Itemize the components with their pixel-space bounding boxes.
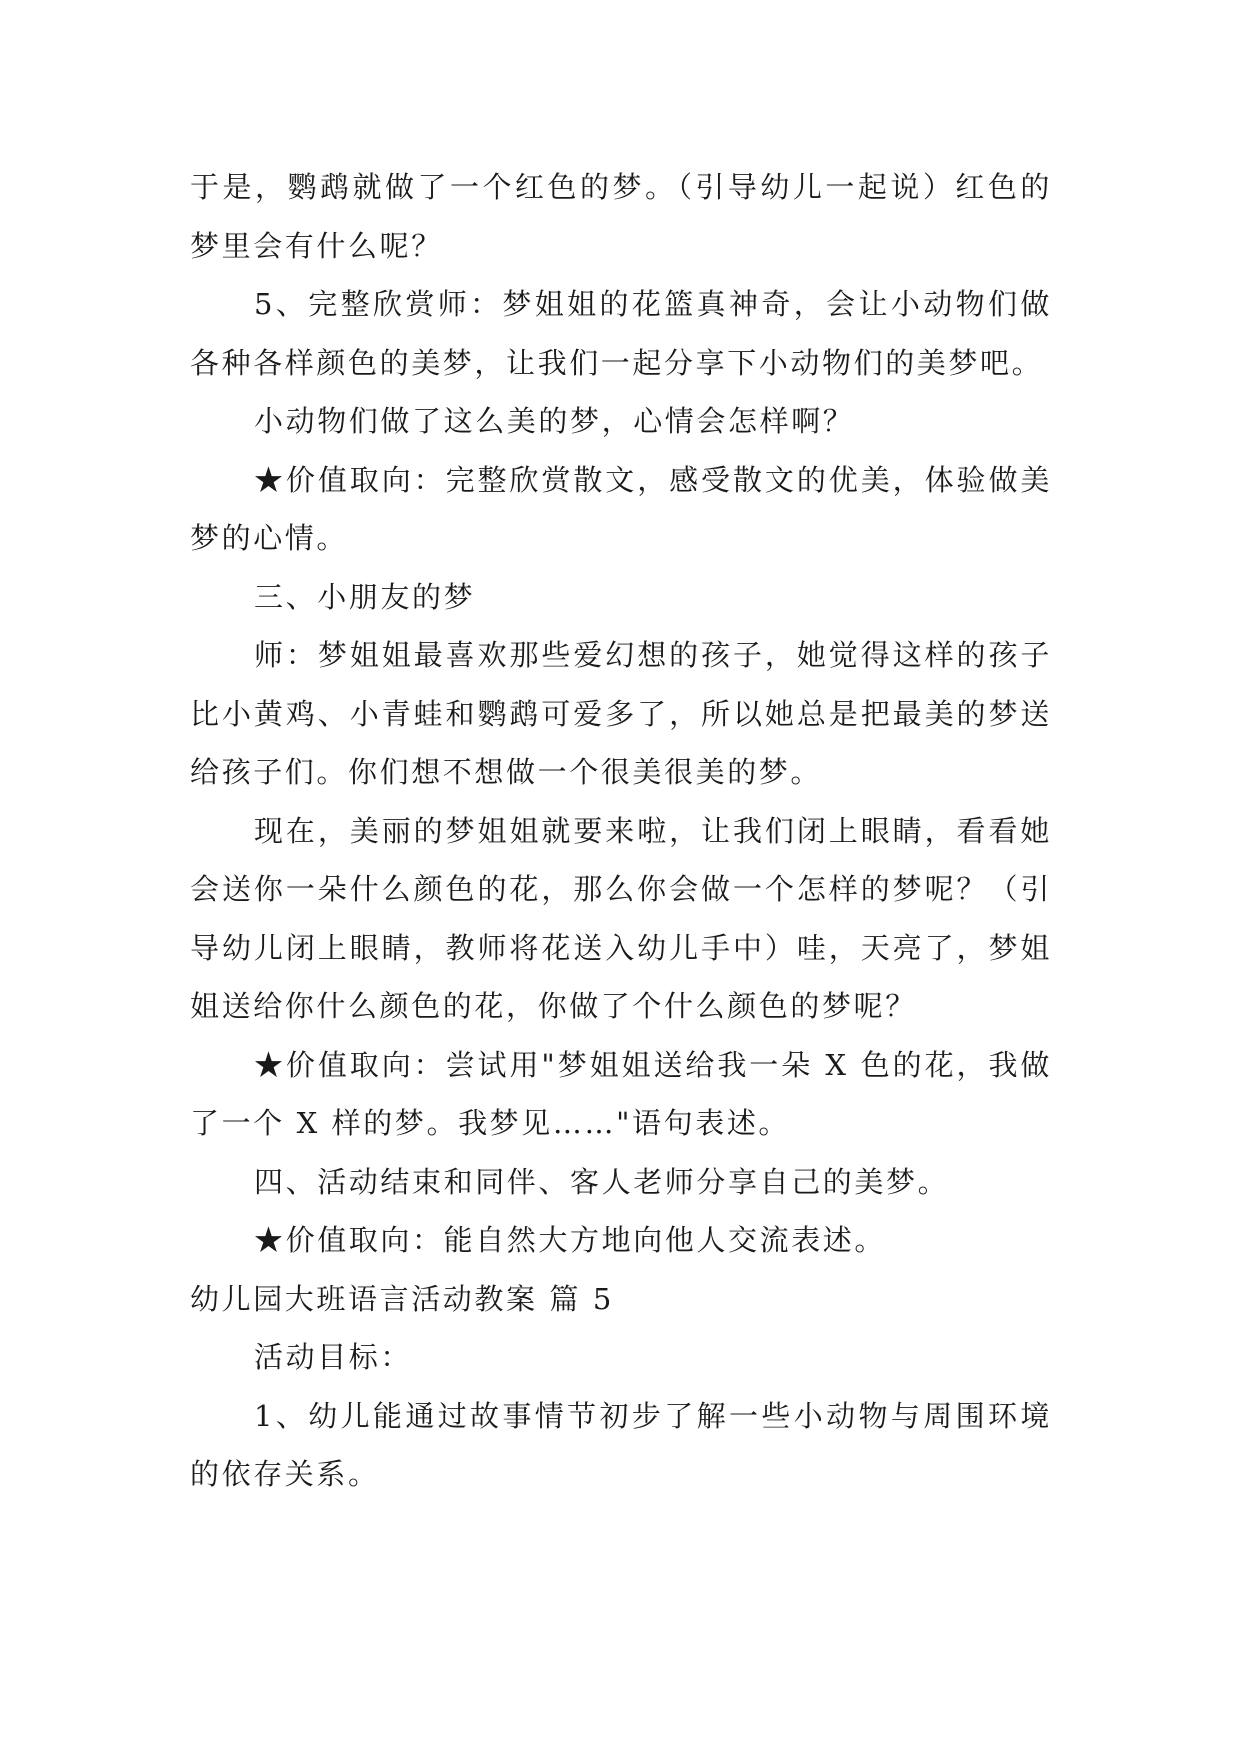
paragraph-8: ★价值取向：尝试用"梦姐姐送给我一朵 X 色的花，我做了一个 X 样的梦。我梦见……"语句表述。 — [190, 1047, 1052, 1140]
paragraph-3: 小动物们做了这么美的梦，心情会怎样啊？ — [254, 404, 855, 438]
section-heading-4: 四、活动结束和同伴、客人老师分享自己的美梦。 — [254, 1164, 950, 1199]
paragraph-7: 现在，美丽的梦姐姐就要来啦，让我们闭上眼睛，看看她会送你一朵什么颜色的花，那么你会做一个怎样的梦呢？（引导幼儿闭上眼睛，教师将花送入幼儿手中）哇，天亮了，梦姐姐送给你什么颜色的花，你做了个什么颜色的梦呢？ — [190, 813, 1052, 1023]
paragraph-2: 5、完整欣赏师：梦姐姐的花篮真神奇，会让小动物们做各种各样颜色的美梦，让我们一起分享下小动物们的美梦吧。 — [190, 287, 1052, 380]
paragraph-1: 于是，鹦鹉就做了一个红色的梦。（引导幼儿一起说）红色的梦里会有什么呢？ — [190, 170, 1052, 263]
paragraph-10: ★价值取向：能自然大方地向他人交流表述。 — [254, 1223, 887, 1257]
activity-goals-label: 活动目标： — [254, 1340, 413, 1374]
lesson-title: 幼儿园大班语言活动教案 篇 5 — [190, 1281, 614, 1316]
section-heading-3: 三、小朋友的梦 — [254, 579, 476, 614]
paragraph-4: ★价值取向：完整欣赏散文，感受散文的优美，体验做美梦的心情。 — [190, 462, 1052, 555]
document-body — [190, 158, 1052, 1504]
goal-item-1: 1、幼儿能通过故事情节初步了解一些小动物与周围环境的依存关系。 — [190, 1398, 1052, 1491]
paragraph-6: 师：梦姐姐最喜欢那些爱幻想的孩子，她觉得这样的孩子比小黄鸡、小青蛙和鹦鹉可爱多了，所以她总是把最美的梦送给孩子们。你们想不想做一个很美很美的梦。 — [190, 638, 1052, 789]
